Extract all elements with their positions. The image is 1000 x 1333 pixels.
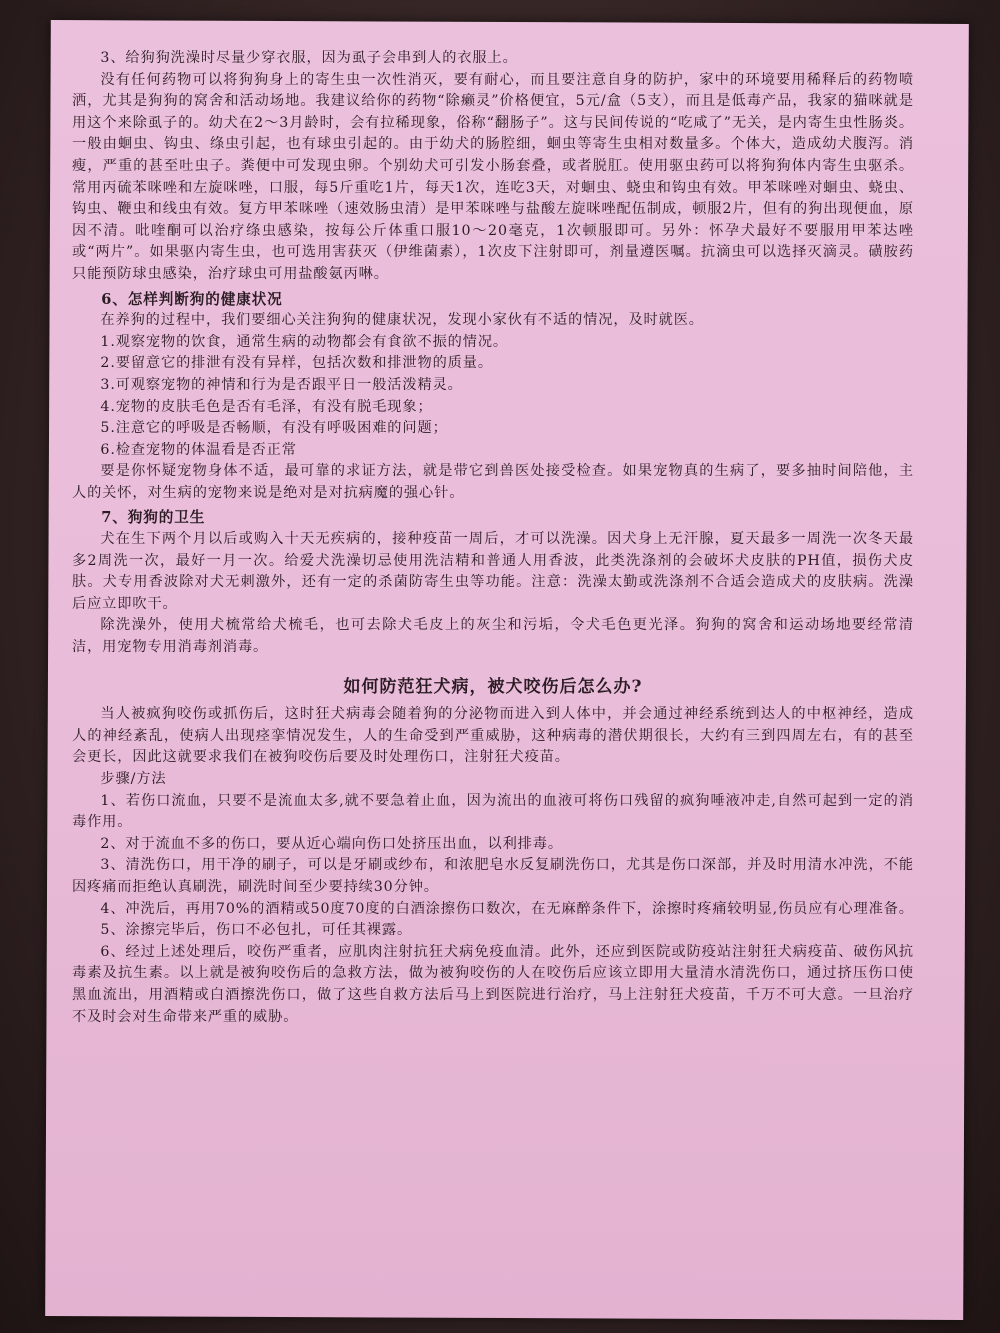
health-check-item: 5.注意它的呼吸是否畅顺，有没有呼吸困难的问题； xyxy=(100,420,448,437)
rabies-title: 如何防范狂犬病，被犬咬伤后怎么办? xyxy=(343,676,643,697)
document-content xyxy=(72,48,914,1028)
section-6-outro: 要是你怀疑宠物身体不适，最可靠的求证方法，就是带它到兽医处接受检查。如果宠物真的生病了，要多抽时间陪他，主人的关怀，对生病的宠物来说是绝对是对抗病魔的强心针。 xyxy=(72,463,914,501)
section-6-heading: 6、怎样判断狗的健康状况 xyxy=(101,290,283,308)
rabies-step: 5、涂擦完毕后，伤口不必包扎，可任其裸露。 xyxy=(100,922,413,939)
health-check-item: 1.观察宠物的饮食，通常生病的动物都会有食欲不振的情况。 xyxy=(100,333,509,350)
item-3-bath-tip: 3、给狗狗洗澡时尽量少穿衣服，因为虱子会串到人的衣服上。 xyxy=(100,50,518,66)
health-check-item: 3.可观察宠物的神情和行为是否跟平日一般活泼精灵。 xyxy=(100,376,463,393)
rabies-step: 2、对于流血不多的伤口，要从近心端向伤口处挤压出血，以利排毒。 xyxy=(100,835,563,852)
parasite-paragraph: 没有任何药物可以将狗狗身上的寄生虫一次性消灭，要有耐心，而且要注意自身的防护，家中的环境要用稀释后的药物喷洒，尤其是狗狗的窝舍和活动场地。我建议给你的药物“除癞灵”价格便宜，5元/盒（5支），而且是低毒产品，我家的猫咪就是用这个来除虱子的。幼犬在2～3月龄时，会有拉稀现象，俗称“翻肠子”。这与民间传说的“吃咸了”无关，是内寄生虫性肠炎。一般由蛔虫、钩虫、绦虫引起，也有球虫引起的。由于幼犬的肠腔细，蛔虫等寄生虫相对数量多。个体大，造成幼犬腹泻。消瘦，严重的甚至吐虫子。粪便中可发现虫卵。个别幼犬可引发小肠套叠，或者脱肛。使用驱虫药可以将狗狗体内寄生虫驱杀。常用丙硫苯咪唑和左旋咪唑，口服，每5斤重吃1片，每天1次，连吃3天，对蛔虫、蛲虫和钩虫有效。甲苯咪唑对蛔虫、蛲虫、钩虫、鞭虫和线虫有效。复方甲苯咪唑（速效肠虫清）是甲苯咪唑与盐酸左旋咪唑配伍制成，顿服2片，但有的狗出现便血，原因不清。吡喹酮可以治疗绦虫感染，按每公斤体重口服10～20毫克，1次顿服即可。另外：怀孕犬最好不要服用甲苯达唑或“两片”。如果驱内寄生虫，也可选用害获灭（伊维菌素），1次皮下注射即可，剂量遵医嘱。抗滴虫可以选择灭滴灵。磺胺药只能预防球虫感染，治疗球虫可用盐酸氨丙啉。 xyxy=(72,71,914,282)
section-6-intro: 在养狗的过程中，我们要细心关注狗狗的健康状况，发现小家伙有不适的情况，及时就医。 xyxy=(100,312,704,329)
health-check-item: 6.检查宠物的体温看是否正常 xyxy=(100,441,297,458)
rabies-intro: 当人被疯狗咬伤或抓伤后，这时狂犬病毒会随着狗的分泌物而进入到人体中，并会通过神经系统到达人的中枢神经，造成人的神经紊乱，使病人出现痉挛情况发生，人的生命受到严重威胁，这种病毒的潜伏期很长，大约有三到四周左右，有的甚至会更长，因此这就要求我们在被狗咬伤后要及时处理伤口，注射狂犬疫苗。 xyxy=(72,706,914,766)
health-check-item: 4.宠物的皮肤毛色是否有毛泽，有没有脱毛现象； xyxy=(100,398,433,415)
rabies-step: 4、冲洗后，再用70%的酒精或50度70度的白酒涂擦伤口数次，在无麻醉条件下，涂擦时疼痛较明显,伤员应有心理准备。 xyxy=(100,900,914,917)
rabies-step: 3、清洗伤口，用干净的刷子，可以是牙刷或纱布，和浓肥皂水反复刷洗伤口，尤其是伤口深部，并及时用清水冲洗，不能因疼痛而拒绝认真刷洗，刷洗时间至少要持续30分钟。 xyxy=(72,857,914,895)
section-7-heading: 7、狗狗的卫生 xyxy=(101,509,206,527)
hygiene-paragraph-1: 犬在生下两个月以后或购入十天无疾病的，接种疫苗一周后，才可以洗澡。因犬身上无汗腺，夏天最多一周洗一次冬天最多2周洗一次，最好一月一次。给爱犬洗澡切忌使用洗洁精和普通人用香波，此类洗涤剂的会破坏犬皮肤的PH值，损伤犬皮肤。犬专用香波除对犬无刺激外，还有一定的杀菌防寄生虫等功能。注意：洗澡太勤或洗涤剂不合适会造成犬的皮肤病。洗澡后应立即吹干。 xyxy=(72,531,914,612)
rabies-step: 6、经过上述处理后，咬伤严重者，应肌肉注射抗狂犬病免疫血清。此外，还应到医院或防疫站注射狂犬病疫苗、破伤风抗毒素及抗生素。以上就是被狗咬伤后的急救方法，做为被狗咬伤的人在咬伤后应该立即用大量清水清洗伤口，通过挤压伤口使黑血流出，用酒精或白酒擦洗伤口，做了这些自救方法后马上到医院进行治疗，马上注射狂犬疫苗，千万不可大意。一旦治疗不及时会对生命带来严重的威胁。 xyxy=(72,943,914,1025)
rabies-step: 1、若伤口流血，只要不是流血太多,就不要急着止血，因为流出的血液可将伤口残留的疯狗唾液冲走,自然可起到一定的消毒作用。 xyxy=(72,792,914,831)
hygiene-paragraph-2: 除洗澡外，使用犬梳常给犬梳毛，也可去除犬毛皮上的灰尘和污垢，令犬毛色更光泽。狗狗的窝舍和运动场地要经常清洁，用宠物专用消毒剂消毒。 xyxy=(72,617,914,656)
health-check-item: 2.要留意它的排泄有没有异样，包括次数和排泄物的质量。 xyxy=(100,355,493,372)
steps-label: 步骤/方法 xyxy=(100,771,167,787)
